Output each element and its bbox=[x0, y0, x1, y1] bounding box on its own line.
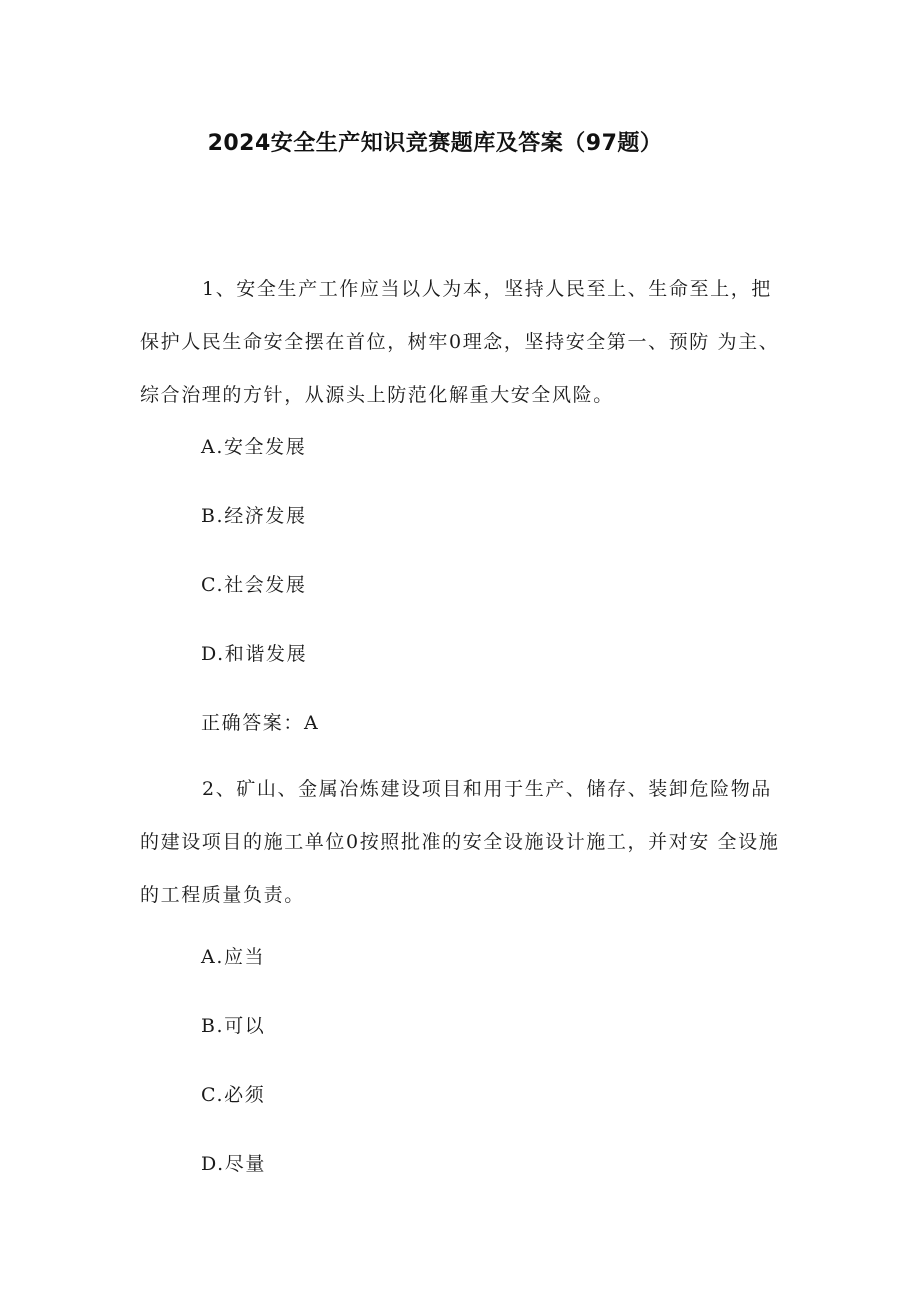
question-1-option-c: C.社会发展 bbox=[201, 574, 307, 596]
document-title: 2024安全生产知识竞赛题库及答案（97题） bbox=[207, 131, 663, 156]
question-1 bbox=[140, 263, 788, 422]
question-1-answer: 正确答案：A bbox=[201, 712, 320, 734]
question-1-option-a: A.安全发展 bbox=[201, 436, 307, 458]
question-2-text: 2、矿山、金属冶炼建设项目和用于生产、储存、装卸危险物品的建设项目的施工单位0按照批准的安全设施设计施工，并对安 全设施的工程质量负责。 bbox=[140, 778, 780, 906]
question-2-option-b: B.可以 bbox=[201, 1015, 266, 1037]
question-2-option-d: D.尽量 bbox=[201, 1153, 266, 1175]
question-2 bbox=[140, 763, 788, 922]
question-1-option-b: B.经济发展 bbox=[201, 505, 307, 527]
question-2-option-c: C.必须 bbox=[201, 1084, 266, 1106]
question-1-text: 1、安全生产工作应当以人为本，坚持人民至上、生命至上，把保护人民生命安全摆在首位，树牢0理念，坚持安全第一、预防 为主、综合治理的方针，从源头上防范化解重大安全风险。 bbox=[140, 278, 780, 406]
question-1-option-d: D.和谐发展 bbox=[201, 643, 308, 665]
question-2-option-a: A.应当 bbox=[201, 946, 266, 968]
